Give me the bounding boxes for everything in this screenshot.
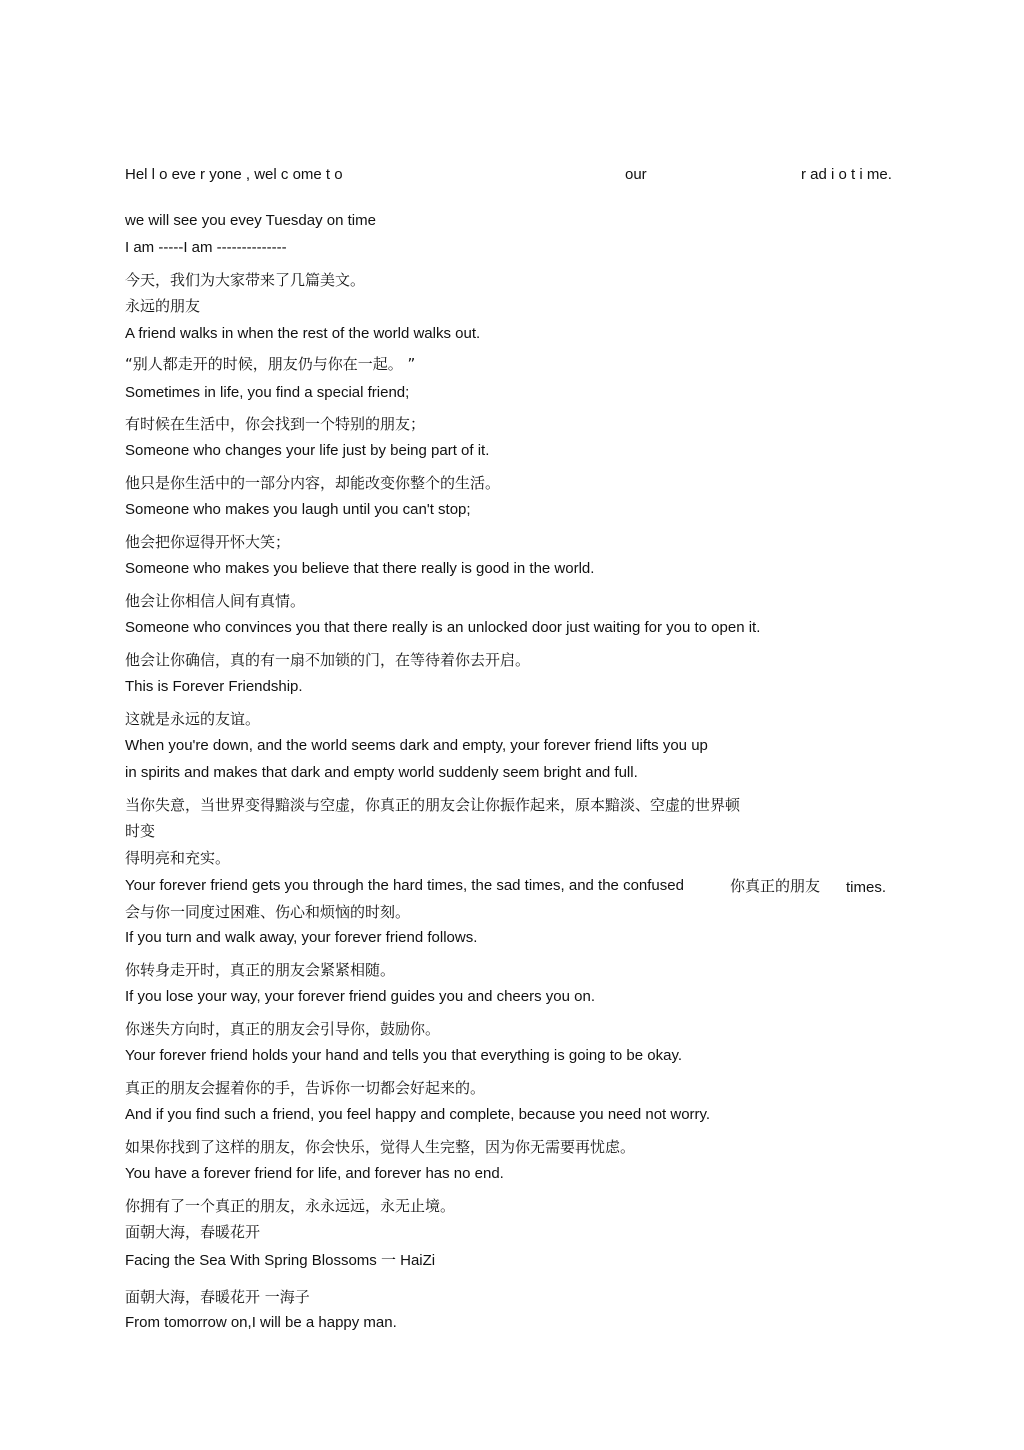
text-line: You have a forever friend for life, and forever has no end.: [125, 1165, 504, 1182]
text-line-segment: 你真正的朋友: [730, 877, 821, 895]
text-line: 面朝大海，春暖花开 一海子: [125, 1288, 310, 1306]
greeting-text-part1: Hel l o eve r yone , wel c ome t o: [125, 166, 343, 183]
text-line: 你拥有了一个真正的朋友，永永远远，永无止境。: [125, 1197, 456, 1215]
text-line: 当你失意，当世界变得黯淡与空虚，你真正的朋友会让你振作起来，原本黯淡、空虚的世界顿: [125, 796, 741, 814]
text-line: 他会让你相信人间有真情。: [125, 592, 306, 610]
text-line: This is Forever Friendship.: [125, 678, 303, 695]
text-line: 永远的朋友: [125, 297, 201, 315]
text-line: 你迷失方向时，真正的朋友会引导你，鼓励你。: [125, 1020, 441, 1038]
text-line: If you lose your way, your forever friend guides you and cheers you on.: [125, 988, 595, 1005]
text-line: in spirits and makes that dark and empty world suddenly seem bright and full.: [125, 764, 638, 781]
text-line: 你转身走开时，真正的朋友会紧紧相随。: [125, 961, 396, 979]
text-line: Someone who changes your life just by being part of it.: [125, 442, 490, 459]
text-line: When you're down, and the world seems dark and empty, your forever friend lifts you up: [125, 737, 708, 754]
text-line: Someone who convinces you that there really is an unlocked door just waiting for you to open it.: [125, 619, 761, 636]
text-line: 今天，我们为大家带来了几篇美文。: [125, 271, 366, 289]
greeting-text-part2: our: [625, 166, 647, 183]
greeting-text-part3: r ad i o t i me.: [801, 166, 892, 183]
text-line: 有时候在生活中，你会找到一个特别的朋友；: [125, 415, 426, 433]
text-line: 会与你一同度过困难、伤心和烦恼的时刻。: [125, 903, 411, 921]
text-line: If you turn and walk away, your forever friend follows.: [125, 929, 478, 946]
text-line-segment: times.: [846, 879, 887, 896]
text-line: From tomorrow on,I will be a happy man.: [125, 1314, 397, 1331]
text-line: I am -----I am --------------: [125, 239, 287, 256]
text-line: 面朝大海，春暖花开: [125, 1223, 261, 1241]
text-line: “别人都走开的时候，朋友仍与你在一起。 ”: [125, 355, 416, 373]
text-line: 如果你找到了这样的朋友，你会快乐，觉得人生完整，因为你无需要再忧虑。: [125, 1138, 636, 1156]
text-line: Someone who makes you believe that there really is good in the world.: [125, 560, 595, 577]
text-line: 这就是永远的友谊。: [125, 710, 261, 728]
text-line: A friend walks in when the rest of the world walks out.: [125, 325, 481, 342]
text-line: Your forever friend holds your hand and tells you that everything is going to be okay.: [125, 1047, 683, 1064]
text-line: Facing the Sea With Spring Blossoms 一 HaiZi: [125, 1252, 436, 1269]
text-line: 真正的朋友会握着你的手，告诉你一切都会好起来的。: [125, 1079, 486, 1097]
text-line-segment: Your forever friend gets you through the hard times, the sad times, and the confused: [125, 877, 684, 894]
text-line: we will see you evey Tuesday on time: [125, 212, 376, 229]
text-line: Someone who makes you laugh until you can't stop;: [125, 501, 471, 518]
text-line: 他只是你生活中的一部分内容，却能改变你整个的生活。: [125, 474, 501, 492]
text-line: 时变: [125, 822, 156, 840]
text-line: Sometimes in life, you find a special friend;: [125, 384, 410, 401]
text-line: 他会让你确信，真的有一扇不加锁的门，在等待着你去开启。: [125, 651, 531, 669]
text-line: 得明亮和充实。: [125, 849, 231, 867]
text-line: And if you find such a friend, you feel happy and complete, because you need not worry.: [125, 1106, 711, 1123]
text-line: 他会把你逗得开怀大笑；: [125, 533, 291, 551]
